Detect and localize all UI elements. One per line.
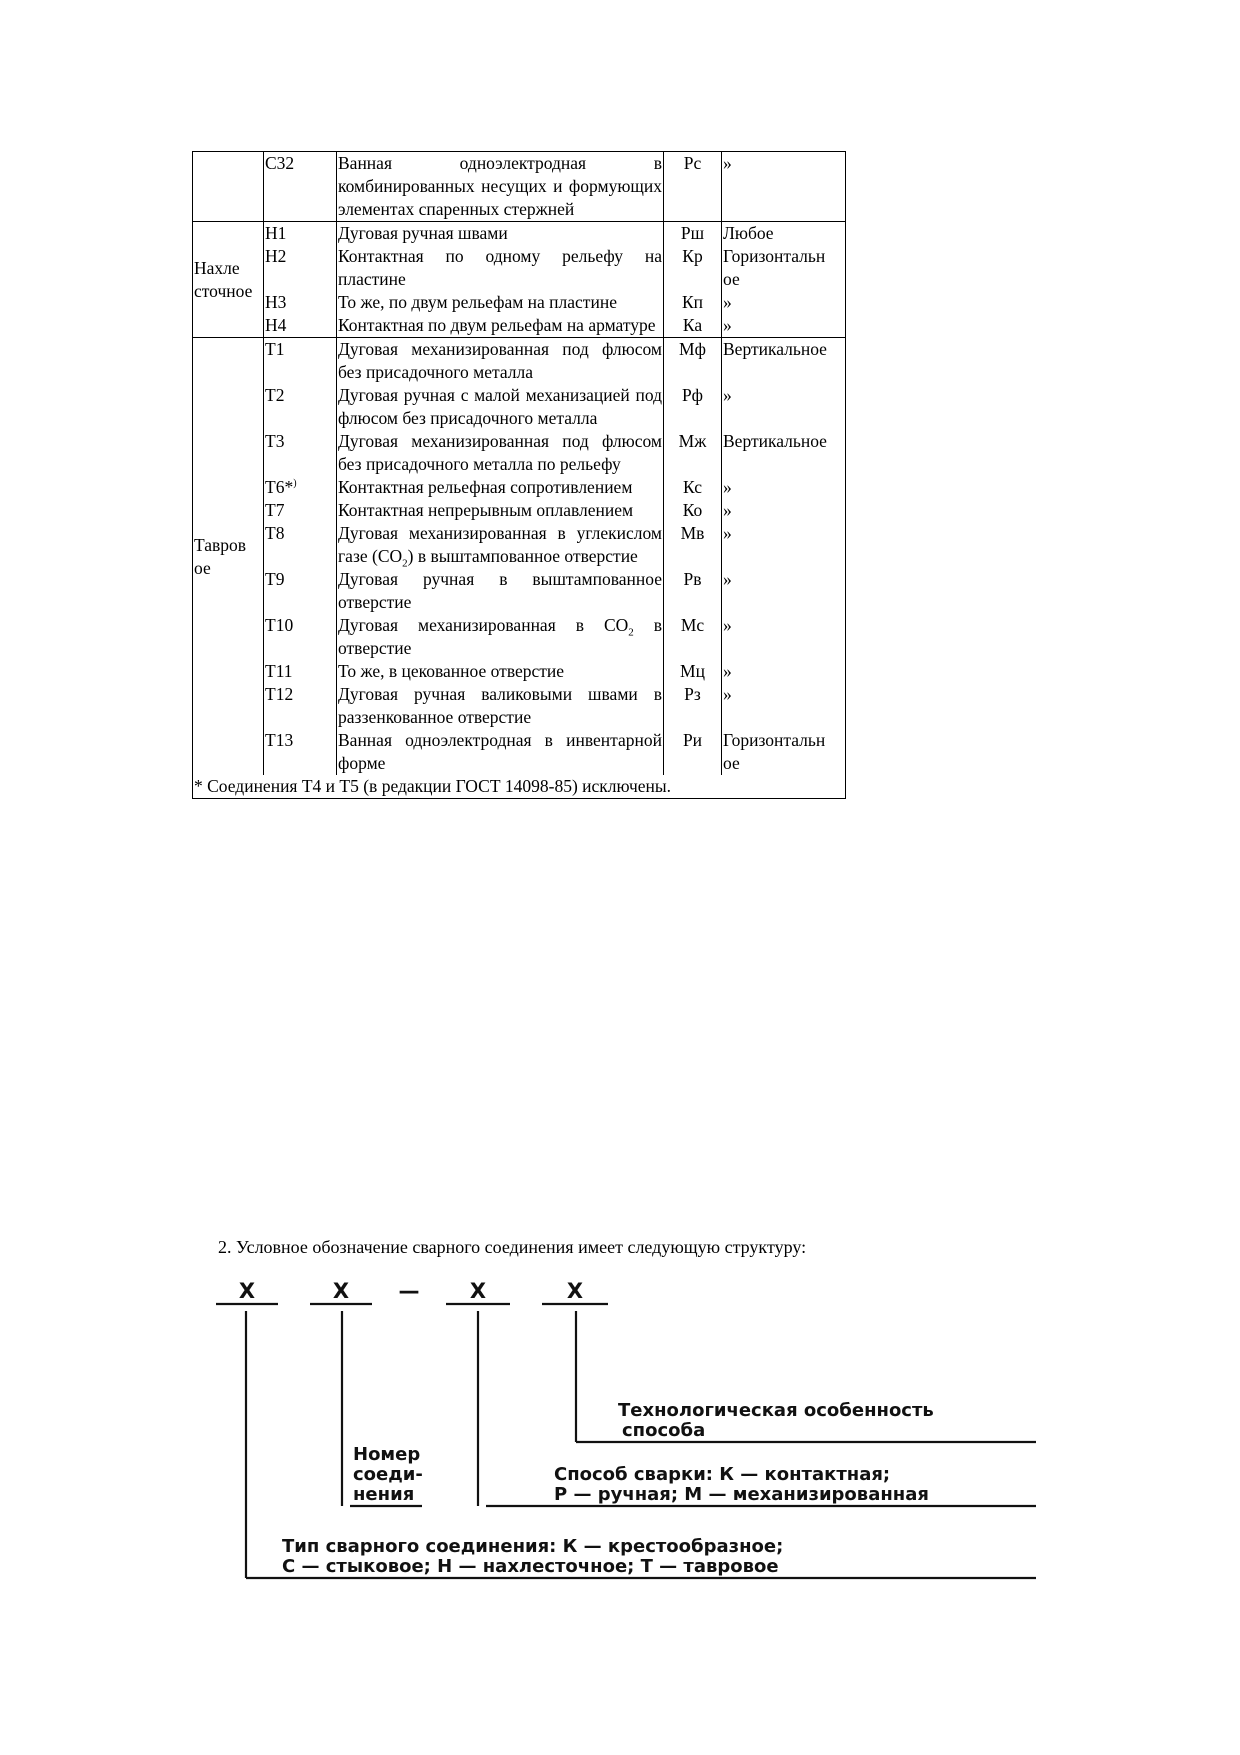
joint-code-cell: Т12: [264, 683, 337, 729]
position-cell: Любое: [722, 222, 846, 246]
joint-code: Т6*: [265, 477, 294, 497]
method-code-cell: Рф: [664, 384, 722, 430]
table-row: [193, 338, 846, 385]
method-description-cell: Контактная по одному рельефу на пластине: [338, 246, 662, 289]
description-text: Дуговая механизированная в CO: [338, 615, 629, 635]
table-footnote-row: [193, 775, 846, 799]
symbol-feature: Х: [566, 1279, 584, 1303]
method-code-cell: Рв: [664, 568, 722, 614]
position-cell: »: [722, 499, 846, 522]
structure-intro-text: 2. Условное обозначение сварного соединения имеет следующую структуру:: [218, 1237, 807, 1257]
label-welding-method: Р — ручная; М — механизированная: [554, 1484, 929, 1505]
table-row: [193, 314, 846, 338]
position-cell: »: [722, 614, 846, 660]
joint-type-cell: Нахле сточное: [193, 222, 264, 338]
label-welding-method: Способ сварки: К — контактная;: [554, 1464, 891, 1485]
method-code-cell: Кр: [664, 245, 722, 291]
method-code-cell: Мф: [664, 338, 722, 385]
label-joint-type: Тип сварного соединения: К — крестообразное;: [282, 1536, 784, 1557]
subscript: 2: [402, 557, 408, 570]
method-description-cell: То же, в цекованное отверстие: [337, 660, 664, 683]
designation-structure-diagram: [210, 1258, 1040, 1588]
table-row: [193, 614, 846, 660]
method-description-cell: Дуговая ручная в выштампованное отверстие: [338, 569, 662, 612]
joint-code-cell: Т13: [264, 729, 337, 775]
position-cell: Горизонтальн ое: [722, 245, 846, 291]
table-row: [193, 499, 846, 522]
method-description-cell: Ванная одноэлектродная в инвентарной форме: [338, 730, 662, 773]
joint-code-cell: Т10: [264, 614, 337, 660]
method-description-cell: Дуговая механизированная под флюсом без присадочного металла: [338, 339, 662, 382]
footnote-mark: ): [293, 478, 297, 490]
method-description-cell: Дуговая ручная с малой механизацией под флюсом без присадочного металла: [338, 385, 662, 428]
joint-code-cell: Т7: [264, 499, 337, 522]
table-row: [193, 660, 846, 683]
symbol-dash: —: [398, 1279, 420, 1303]
description-text: ) в выштампованное отверстие: [407, 546, 638, 566]
position-cell: Вертикальное: [722, 338, 846, 385]
position-cell: Горизонтальн ое: [722, 729, 846, 775]
joint-code-cell: Т11: [264, 660, 337, 683]
position-cell: Вертикальное: [722, 430, 846, 476]
method-description-cell: Дуговая ручная валиковыми швами в раззенкованное отверстие: [338, 684, 662, 727]
method-code-cell: Рз: [664, 683, 722, 729]
diagram-labels: [282, 1400, 934, 1577]
method-description-cell: Контактная рельефная сопротивлением: [337, 476, 664, 499]
table-row: [193, 729, 846, 775]
joint-code-cell: Т3: [264, 430, 337, 476]
joint-code-cell: Т8: [264, 522, 337, 568]
position-cell: »: [722, 384, 846, 430]
joint-code-cell: Т1: [264, 338, 337, 385]
label-number: Номер: [353, 1444, 421, 1465]
position-cell: »: [722, 660, 846, 683]
subscript: 2: [628, 626, 634, 639]
method-description-cell: Контактная по двум рельефам на арматуре: [337, 314, 664, 338]
table-row: [193, 522, 846, 568]
table-row: [193, 384, 846, 430]
symbol-number: Х: [332, 1279, 350, 1303]
position-cell: »: [722, 522, 846, 568]
position-cell: »: [722, 314, 846, 338]
joint-code-cell: Н1: [264, 222, 337, 246]
method-description-cell: То же, по двум рельефам на пластине: [337, 291, 664, 314]
table-row: [193, 152, 846, 222]
joint-code-cell: С32: [264, 152, 337, 222]
method-description-cell: Контактная непрерывным оплавлением: [337, 499, 664, 522]
position-cell: »: [722, 476, 846, 499]
position-cell: »: [722, 291, 846, 314]
table-row: [193, 476, 846, 499]
joint-code-cell: [264, 476, 337, 499]
joint-type-cell: Тавров ое: [193, 338, 264, 776]
table-row: [193, 245, 846, 291]
joint-type-cell: [193, 152, 264, 222]
method-code-cell: Мс: [664, 614, 722, 660]
method-code-cell: Рс: [664, 152, 722, 222]
symbol-type: Х: [238, 1279, 256, 1303]
joint-code-cell: Т9: [264, 568, 337, 614]
method-description-cell: [337, 614, 664, 660]
method-code-cell: Ка: [664, 314, 722, 338]
method-code-cell: Кп: [664, 291, 722, 314]
position-cell: »: [722, 568, 846, 614]
label-number: соеди-: [353, 1464, 423, 1485]
joint-code-cell: Т2: [264, 384, 337, 430]
diagram-symbols: [239, 1279, 583, 1303]
label-joint-type: С — стыковое; Н — нахлесточное; Т — тавровое: [282, 1556, 779, 1577]
label-tech-feature: способа: [622, 1420, 706, 1441]
joint-code-cell: Н4: [264, 314, 337, 338]
table-row: [193, 568, 846, 614]
table-row: [193, 430, 846, 476]
method-code-cell: Мв: [664, 522, 722, 568]
method-code-cell: Ко: [664, 499, 722, 522]
table-row: [193, 222, 846, 246]
method-description-cell: [337, 522, 664, 568]
label-tech-feature: Технологическая особенность: [618, 1400, 934, 1421]
description-text: в отверстие: [338, 615, 662, 658]
method-code-cell: Кс: [664, 476, 722, 499]
symbol-method: Х: [469, 1279, 487, 1303]
description-text: Дуговая механизированная в углекислом газе (CO: [338, 523, 662, 566]
method-code-cell: Рш: [664, 222, 722, 246]
table-row: [193, 291, 846, 314]
position-cell: »: [722, 152, 846, 222]
method-code-cell: Мц: [664, 660, 722, 683]
method-code-cell: Ри: [664, 729, 722, 775]
joint-code-cell: Н2: [264, 245, 337, 291]
method-code-cell: Мж: [664, 430, 722, 476]
position-cell: »: [722, 683, 846, 729]
method-description-cell: Ванная одноэлектродная в комбинированных несущих и формующих элементах спаренных стержней: [337, 152, 664, 222]
joint-code-cell: Н3: [264, 291, 337, 314]
method-description-cell: Дуговая механизированная под флюсом без присадочного металла по рельефу: [338, 431, 662, 474]
table-footnote: * Соединения Т4 и Т5 (в редакции ГОСТ 14098-85) исключены.: [193, 775, 846, 799]
weld-joints-table: [192, 151, 846, 799]
label-number: нения: [353, 1484, 415, 1505]
table-row: [193, 683, 846, 729]
method-description-cell: Дуговая ручная швами: [337, 222, 664, 246]
